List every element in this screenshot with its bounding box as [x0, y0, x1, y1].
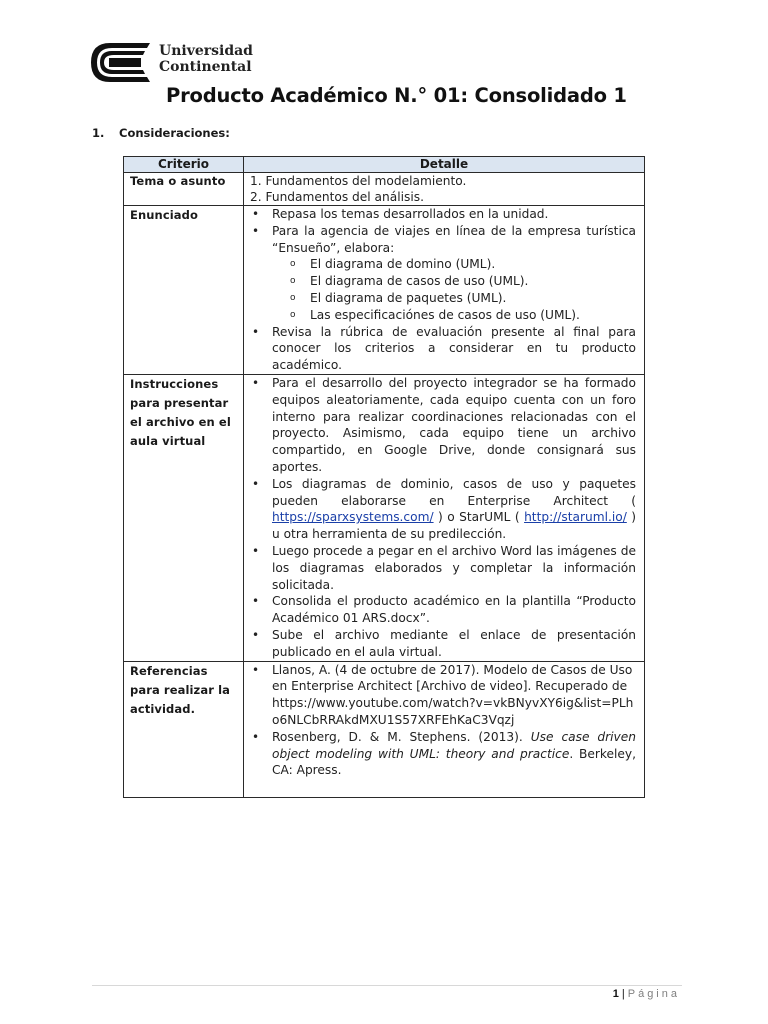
criterio-cell: Referencias para realizar la actividad. — [124, 661, 244, 798]
staruml-link[interactable]: http://staruml.io/ — [524, 510, 627, 525]
list-item — [272, 729, 636, 779]
page-footer — [613, 988, 680, 1000]
list-item-text: ) o StarUML ( — [438, 510, 520, 525]
reference-title: Use case driven object modeling with UML: theory and practice — [272, 729, 636, 761]
column-header-detalle: Detalle — [244, 157, 645, 173]
sub-list-item: o El diagrama de paquetes (UML). — [310, 290, 636, 307]
section-title: Consideraciones: — [119, 126, 230, 140]
bullet-list — [250, 662, 636, 780]
list-item — [272, 476, 636, 543]
page-label: Página — [627, 988, 680, 1000]
detalle-cell — [244, 206, 645, 375]
list-item: • Consolida el producto académico en la plantilla “Producto Académico 01 ARS.docx”. — [272, 593, 636, 627]
section-number: 1. — [92, 126, 105, 140]
sub-list-item: o El diagrama de domino (UML). — [310, 256, 636, 273]
list-item: • Repasa los temas desarrollados en la unidad. — [272, 206, 636, 223]
considerations-table — [123, 156, 645, 798]
criterio-cell: Enunciado — [124, 206, 244, 375]
footer-divider — [92, 985, 682, 986]
bullet-list — [250, 206, 636, 374]
topic-line: 2. Fundamentos del análisis. — [250, 190, 424, 204]
sub-list-item: o El diagrama de casos de uso (UML). — [310, 273, 636, 290]
bullet-list — [250, 375, 636, 661]
list-item — [272, 223, 636, 324]
table-header-row — [124, 157, 645, 173]
footer-separator: | — [621, 988, 625, 1000]
list-item-text: ) u otra herramienta de su predilección. — [272, 510, 637, 542]
detalle-cell — [244, 374, 645, 661]
column-header-criterio: Criterio — [124, 157, 244, 173]
institution-line-2: Continental — [159, 59, 252, 75]
criterio-cell: Tema o asunto — [124, 173, 244, 206]
table-row-tema — [124, 173, 645, 206]
reference-author: Rosenberg, D. & M. Stephens. (2013). — [272, 729, 523, 744]
criterio-cell: Instrucciones para presentar el archivo en el aula virtual — [124, 374, 244, 661]
table-row-enunciado — [124, 206, 645, 375]
sparxsystems-link[interactable]: https://sparxsystems.com/ — [272, 510, 434, 525]
list-item: • Revisa la rúbrica de evaluación presente al final para conocer los criterios a considerar en tu producto académico. — [272, 324, 636, 374]
list-item: • Sube el archivo mediante el enlace de presentación publicado en el aula virtual. — [272, 627, 636, 661]
list-item: • Luego procede a pegar en el archivo Word las imágenes de los diagramas elaborados y completar la información solicitada. — [272, 543, 636, 593]
table-row-referencias — [124, 661, 645, 798]
universidad-continental-logo-icon — [90, 41, 152, 84]
list-item-text: Para la agencia de viajes en línea de la empresa turística “Ensueño”, elabora: — [272, 223, 636, 255]
list-item-text: Los diagramas de dominio, casos de uso y paquetes pueden elaborarse en Enterprise Architect ( — [272, 476, 636, 508]
list-item: • Para el desarrollo del proyecto integrador se ha formado equipos aleatoriamente, cada equipo cuenta con un foro interno para realizar coordinaciones relacionadas con el proyecto. Asimismo, cada equipo tiene un archivo compartido, en Google Drive, donde consignará sus aportes. — [272, 375, 636, 476]
reference-publisher: . Berkeley, CA: Apress. — [272, 746, 636, 778]
list-item: • Llanos, A. (4 de octubre de 2017). Modelo de Casos de Uso en Enterprise Architect [Archivo de video]. Recuperado de https://www.youtube.com/watch?v=vkBNyvXY6ig&list=PLho6NLCbRRAkdMXU1S57XRFEhKaC3Vqzj — [272, 662, 636, 729]
sub-list — [272, 256, 636, 323]
institution-line-1: Universidad — [159, 43, 253, 59]
page-number: 1 — [612, 988, 619, 1000]
table-row-instrucciones — [124, 374, 645, 661]
institution-name — [159, 43, 253, 75]
section-heading — [92, 126, 230, 140]
detalle-cell — [244, 173, 645, 206]
topic-line: 1. Fundamentos del modelamiento. — [250, 174, 467, 188]
sub-list-item: o Las especificaciónes de casos de uso (UML). — [310, 307, 636, 324]
detalle-cell — [244, 661, 645, 798]
document-title: Producto Académico N.° 01: Consolidado 1 — [166, 84, 627, 107]
